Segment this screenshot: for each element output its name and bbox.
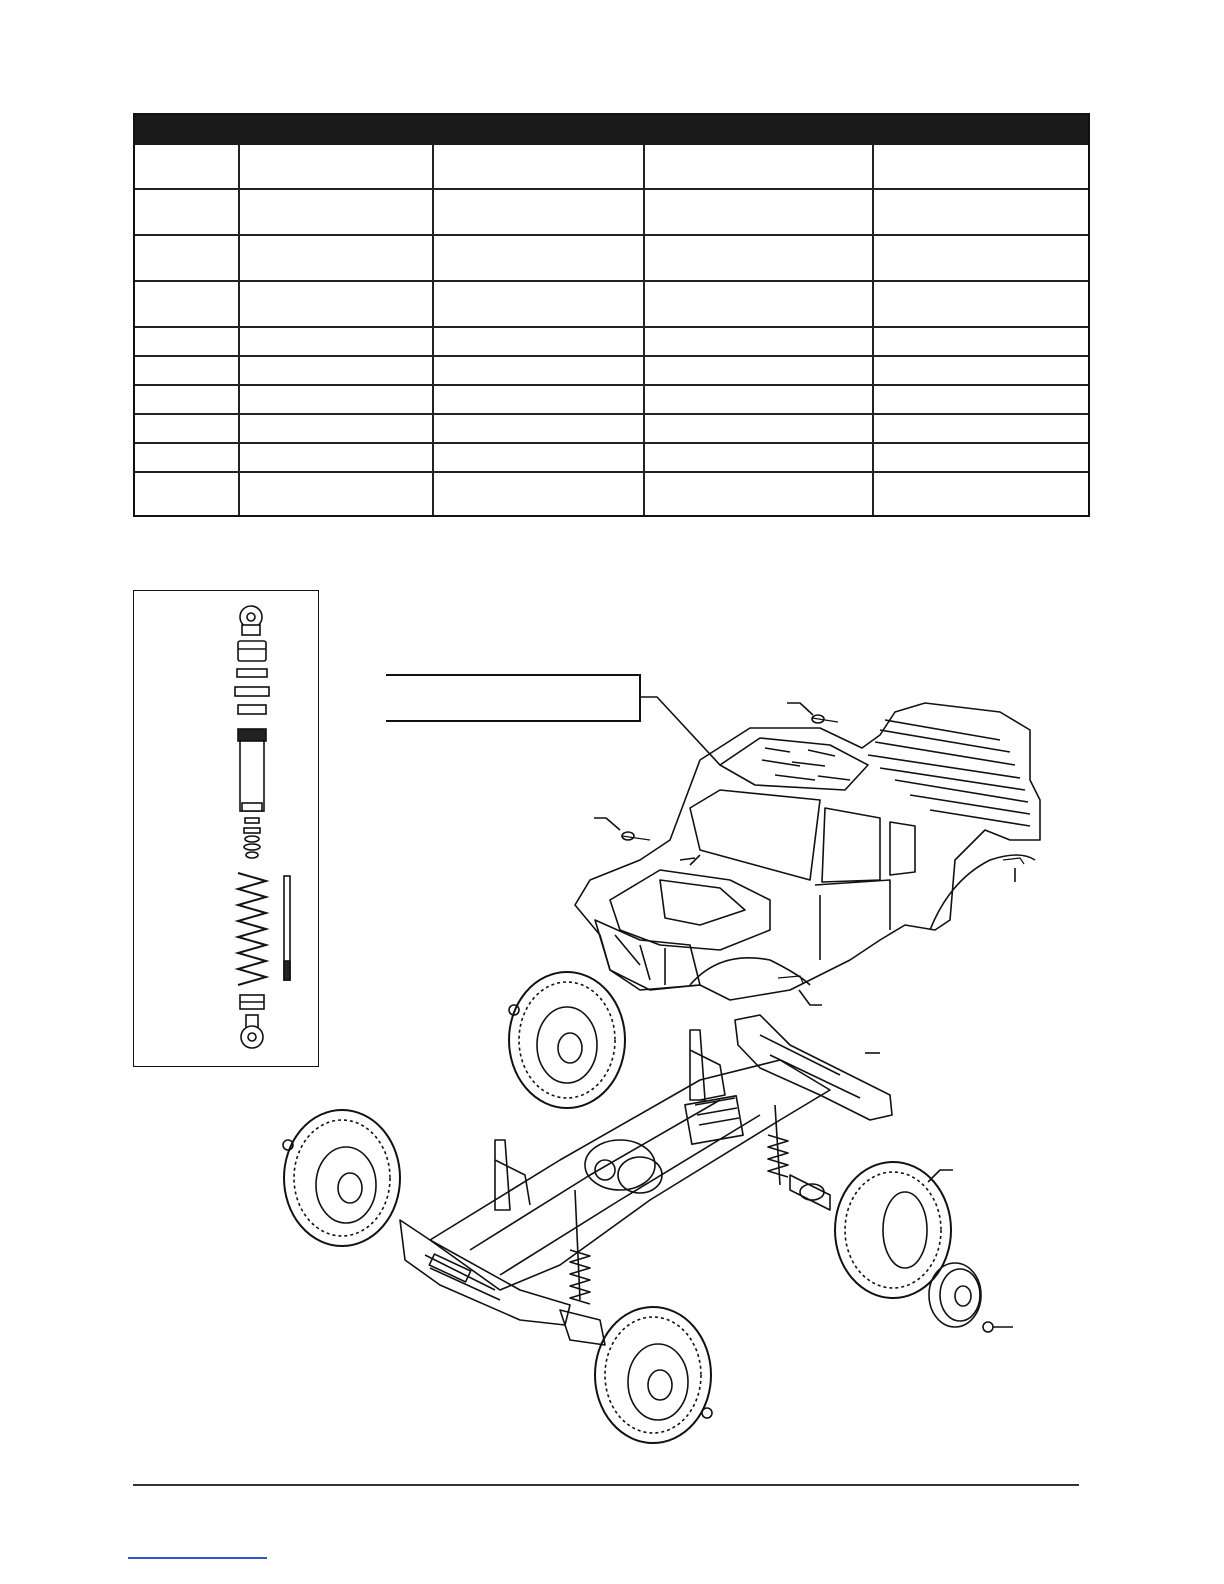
parts-table — [133, 113, 1090, 517]
table-header-bar — [135, 115, 1088, 145]
tire-wheel-icon — [283, 972, 993, 1443]
table-col-divider — [238, 145, 240, 515]
wheel-leader-line — [928, 1170, 953, 1182]
table-row-divider — [135, 442, 1088, 444]
rock-crawler-chassis-icon — [400, 1015, 892, 1345]
table-col-divider — [872, 145, 874, 515]
table-row-divider — [135, 413, 1088, 415]
footer-divider — [133, 1484, 1079, 1486]
shock-exploded-view-panel — [133, 590, 319, 1067]
table-row-divider — [135, 355, 1088, 357]
table-row-divider — [135, 471, 1088, 473]
footer-link-underline[interactable] — [128, 1557, 267, 1559]
table-row-divider — [135, 188, 1088, 190]
shock-absorber-exploded-view-icon — [134, 591, 320, 1068]
table-col-divider — [432, 145, 434, 515]
table-row-divider — [135, 234, 1088, 236]
callout-leader-line — [641, 697, 720, 765]
table-row-divider — [135, 280, 1088, 282]
table-row-divider — [135, 384, 1088, 386]
table-row-divider — [135, 326, 1088, 328]
clip-leader-line — [787, 703, 813, 715]
table-col-divider — [643, 145, 645, 515]
clip-leader-line — [594, 818, 620, 830]
body-callout-box — [386, 674, 641, 722]
truck-body-shell-icon — [575, 703, 1040, 1000]
clip-leader-line — [799, 990, 822, 1005]
